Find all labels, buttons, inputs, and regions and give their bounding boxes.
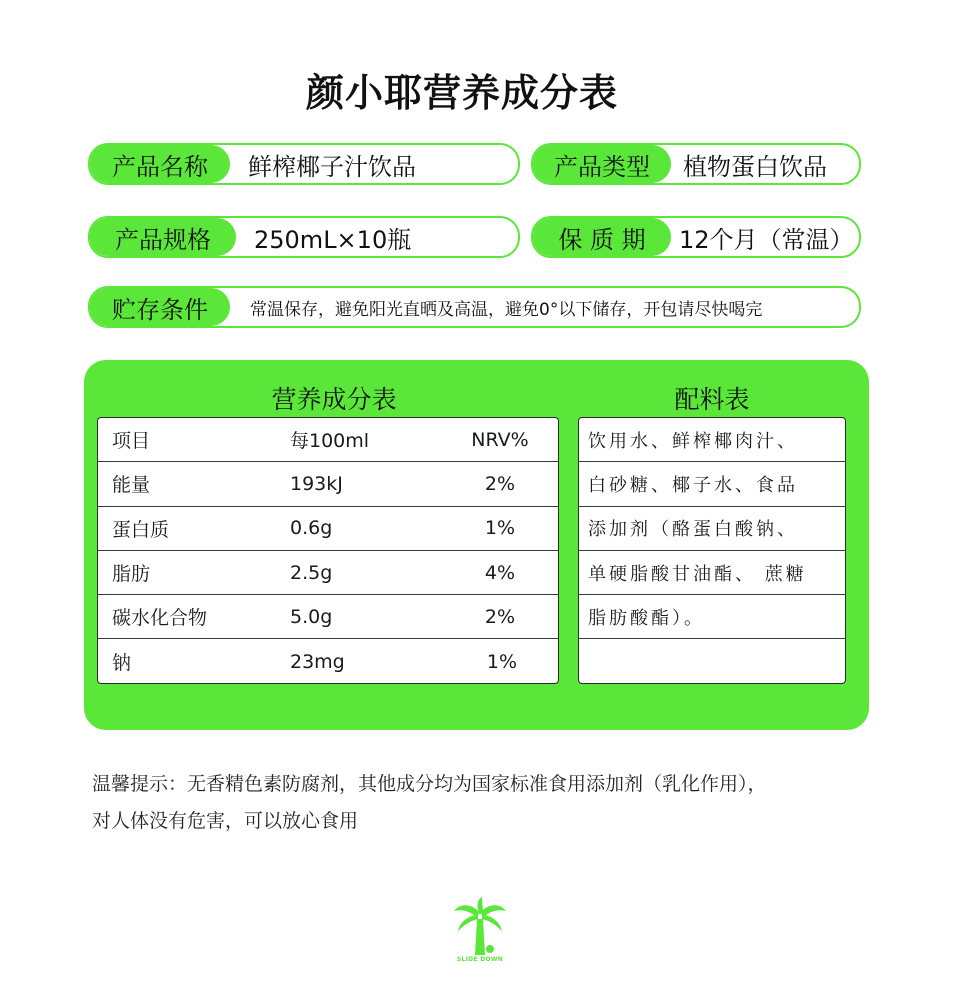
storage-field	[88, 286, 861, 328]
tip-line-1: 温馨提示：无香精色素防腐剂，其他成分均为国家标准食用添加剂（乳化作用），	[92, 773, 767, 795]
ingredient-line	[579, 639, 845, 683]
nutrition-title: 营养成分表	[271, 385, 397, 414]
warm-tip	[92, 766, 912, 840]
nutrient-nrv: 2%	[484, 605, 516, 628]
ingredients-title: 配料表	[674, 385, 750, 414]
nutrition-header-row	[98, 418, 558, 462]
page-title: 颜小耶营养成分表	[305, 71, 618, 115]
table-row	[98, 551, 558, 595]
nutrient-amount: 23mg	[290, 650, 345, 673]
shelf-life-field	[531, 216, 861, 258]
header-nrv: NRV%	[471, 428, 529, 451]
nutrient-nrv: 1%	[486, 650, 518, 673]
nutrient-nrv: 2%	[484, 472, 516, 495]
storage-value: 常温保存，避免阳光直晒及高温，避免0°以下储存，开包请尽快喝完	[250, 299, 763, 320]
table-row	[98, 639, 558, 683]
nutrient-name: 脂肪	[112, 563, 151, 586]
storage-label: 贮存条件	[90, 288, 230, 326]
product-type-value: 植物蛋白饮品	[683, 152, 827, 181]
product-name-value: 鲜榨椰子汁饮品	[248, 152, 416, 181]
coconut-palm-icon	[452, 897, 508, 963]
logo-text: SLIDE DOWN	[456, 956, 504, 963]
ingredient-line: 饮用水、鲜榨椰肉汁、	[579, 418, 845, 462]
header-per100ml: 每100ml	[290, 430, 370, 453]
ingredient-line: 添加剂（酪蛋白酸钠、	[579, 507, 845, 551]
product-type-label: 产品类型	[533, 145, 671, 183]
shelf-life-value: 12个月（常温）	[679, 225, 854, 254]
nutrient-amount: 193kJ	[290, 472, 343, 495]
nutrition-table	[97, 417, 559, 684]
product-name-label: 产品名称	[90, 145, 230, 183]
nutrient-nrv: 1%	[484, 517, 516, 540]
nutrient-amount: 0.6g	[290, 517, 333, 540]
nutrition-panel	[84, 360, 869, 730]
nutrient-name: 蛋白质	[112, 518, 170, 541]
nutrient-name: 碳水化合物	[112, 607, 208, 630]
product-type-field	[531, 143, 861, 185]
product-spec-label: 产品规格	[90, 218, 236, 256]
ingredient-line: 单硬脂酸甘油酯、 蔗糖	[579, 551, 845, 595]
nutrient-name: 能量	[112, 474, 151, 497]
ingredient-line: 脂肪酸酯）。	[579, 595, 845, 639]
header-item: 项目	[112, 430, 151, 453]
shelf-life-label: 保 质 期	[533, 218, 671, 256]
table-row	[98, 462, 558, 506]
nutrient-amount: 5.0g	[290, 605, 333, 628]
product-spec-field	[88, 216, 520, 258]
nutrient-nrv: 4%	[484, 561, 516, 584]
nutrient-name: 钠	[112, 652, 132, 675]
table-row	[98, 595, 558, 639]
ingredient-line: 白砂糖、椰子水、食品	[579, 462, 845, 506]
ingredients-table	[578, 417, 846, 684]
tip-line-2: 对人体没有危害，可以放心食用	[92, 810, 359, 832]
table-row	[98, 507, 558, 551]
product-spec-value: 250mL×10瓶	[254, 225, 412, 254]
nutrient-amount: 2.5g	[290, 561, 333, 584]
product-name-field	[88, 143, 520, 185]
